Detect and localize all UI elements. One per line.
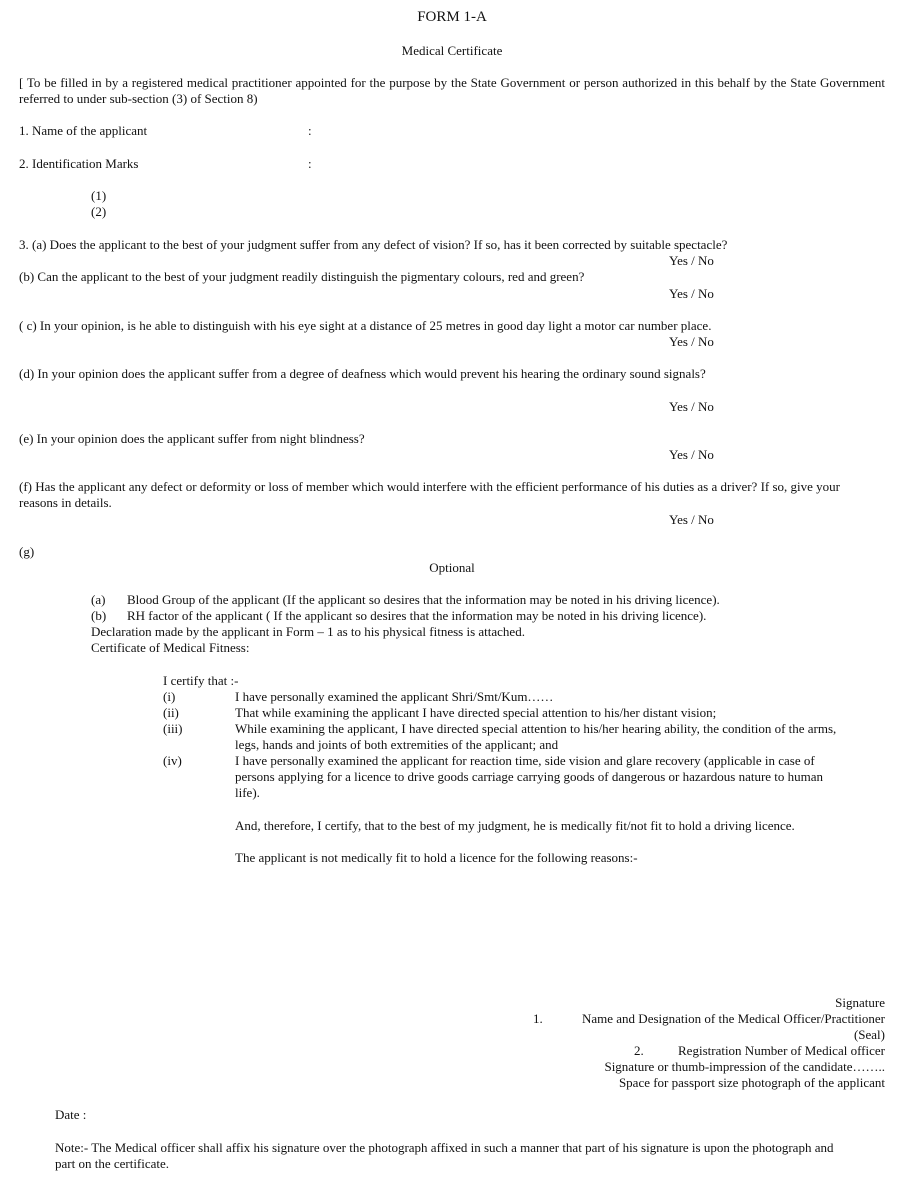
question-3a-answer: Yes / No xyxy=(669,253,714,268)
optional-heading: Optional xyxy=(429,560,475,575)
question-3c: ( c) In your opinion, is he able to distinguish with his eye sight at a distance of 25 metres in good day light a motor car number place. xyxy=(19,318,712,333)
certify-item-iii-marker: (iii) xyxy=(163,721,183,736)
identification-mark-2: (2) xyxy=(91,204,107,219)
candidate-signature-label: Signature or thumb-impression of the candidate…….. xyxy=(604,1059,885,1074)
question-3d-answer: Yes / No xyxy=(669,399,714,414)
question-3a: 3. (a) Does the applicant to the best of your judgment suffer from any defect of vision? If so, has it been corrected by suitable spectacle? xyxy=(19,237,728,252)
question-3d: (d) In your opinion does the applicant suffer from a degree of deafness which would prevent his hearing the ordinary sound signals? xyxy=(19,366,706,381)
certify-conclusion: And, therefore, I certify, that to the best of my judgment, he is medically fit/not fit to hold a driving licence. xyxy=(235,818,795,833)
signature-item-1-number: 1. xyxy=(533,1011,543,1026)
certify-intro: I certify that :- xyxy=(163,673,239,688)
identification-mark-1: (1) xyxy=(91,188,107,203)
question-3b-answer: Yes / No xyxy=(669,286,714,301)
not-fit-reasons-label: The applicant is not medically fit to hold a licence for the following reasons:- xyxy=(235,850,638,865)
optional-item-a-text: Blood Group of the applicant (If the applicant so desires that the information may be noted in his driving licence). xyxy=(127,592,720,607)
certify-item-ii-marker: (ii) xyxy=(163,705,179,720)
form-subtitle: Medical Certificate xyxy=(401,43,503,58)
signature-label: Signature xyxy=(835,995,885,1010)
medical-officer-name-designation: Name and Designation of the Medical Officer/Practitioner xyxy=(582,1011,885,1026)
footer-note: Note:- The Medical officer shall affix his signature over the photograph affixed in such a manner that part of his signature is upon the photograph and part on the certificate. xyxy=(55,1140,834,1171)
optional-item-a-marker: (a) xyxy=(91,592,106,607)
optional-g-label: (g) xyxy=(19,544,35,559)
question-3b: (b) Can the applicant to the best of your judgment readily distinguish the pigmentary colours, red and green? xyxy=(19,269,585,284)
form-title: FORM 1-A xyxy=(417,9,487,25)
question-3e-answer: Yes / No xyxy=(669,447,714,462)
question-3c-answer: Yes / No xyxy=(669,334,714,349)
registration-number-label: Registration Number of Medical officer xyxy=(678,1043,885,1058)
certify-item-i-text: I have personally examined the applicant Shri/Smt/Kum…… xyxy=(235,689,554,704)
declaration-text: Declaration made by the applicant in Form – 1 as to his physical fitness is attached. xyxy=(91,624,525,639)
form-instructions: [ To be filled in by a registered medical practitioner appointed for the purpose by the State Government or person authorized in this behalf by the State Government referred to under sub-section (3) of Section 8) xyxy=(19,75,885,106)
date-label: Date : xyxy=(55,1107,87,1122)
certify-item-iv-marker: (iv) xyxy=(163,753,182,768)
identification-marks-colon: : xyxy=(308,156,312,171)
identification-marks-label: 2. Identification Marks xyxy=(19,156,139,171)
certify-item-iv-text: I have personally examined the applicant for reaction time, side vision and glare recovery (applicable in case of persons applying for a licence to drive goods carriage carrying goods of dangerous or hazardous nature to human life). xyxy=(235,753,824,800)
name-colon: : xyxy=(308,123,312,138)
question-3e: (e) In your opinion does the applicant suffer from night blindness? xyxy=(19,431,365,446)
seal-label: (Seal) xyxy=(853,1027,885,1042)
optional-item-b-marker: (b) xyxy=(91,608,107,623)
name-of-applicant-label: 1. Name of the applicant xyxy=(19,123,148,138)
passport-photo-space-label: Space for passport size photograph of the applicant xyxy=(618,1075,885,1090)
question-3f: (f) Has the applicant any defect or deformity or loss of member which would interfere with the efficient performance of his duties as a driver? If so, give your reasons in details. xyxy=(19,479,840,510)
certify-item-i-marker: (i) xyxy=(163,689,176,704)
certify-item-ii-text: That while examining the applicant I have directed special attention to his/her distant vision; xyxy=(235,705,717,720)
question-3f-answer: Yes / No xyxy=(669,512,714,527)
certificate-heading: Certificate of Medical Fitness: xyxy=(91,640,250,655)
optional-item-b-text: RH factor of the applicant ( If the applicant so desires that the information may be noted in his driving licence). xyxy=(127,608,707,623)
signature-item-2-number: 2. xyxy=(634,1043,644,1058)
certify-item-iii-text: While examining the applicant, I have directed special attention to his/her hearing ability, the condition of the arms, legs, hands and joints of both extremities of the applicant; and xyxy=(235,721,837,752)
